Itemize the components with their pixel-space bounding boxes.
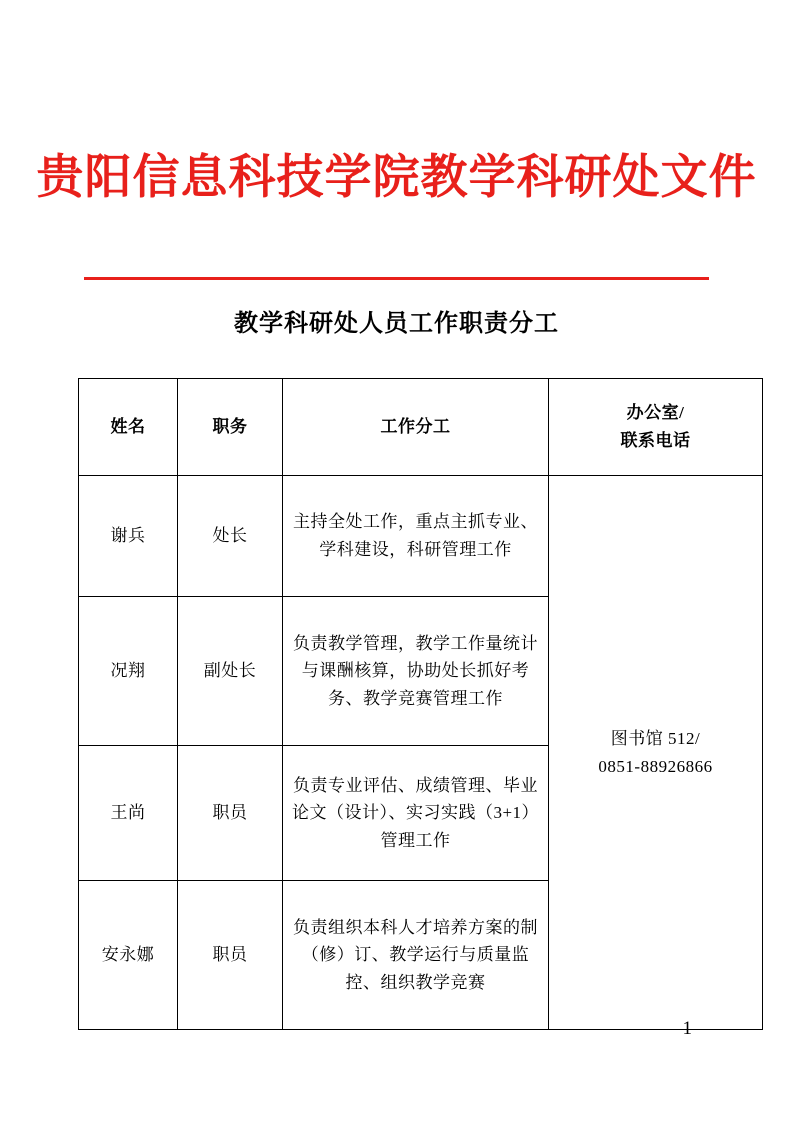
masthead xyxy=(0,150,793,206)
masthead-title: 贵阳信息科技学院教学科研处文件 xyxy=(36,152,757,204)
column-header-office-line2: 联系电话 xyxy=(620,431,691,450)
cell-title: 处长 xyxy=(178,476,283,597)
office-location: 图书馆 512/ xyxy=(610,728,701,748)
page-number: —1— xyxy=(663,1018,711,1039)
cell-duty: 负责组织本科人才培养方案的制（修）订、教学运行与质量监控、组织教学竞赛 xyxy=(283,881,549,1030)
office-phone: 0851-88926866 xyxy=(598,756,713,776)
column-header-office xyxy=(549,379,763,476)
page-title: 教学科研处人员工作职责分工 xyxy=(234,311,559,337)
column-header-name: 姓名 xyxy=(79,379,178,476)
duty-table xyxy=(78,378,763,1030)
cell-duty: 主持全处工作，重点主抓专业、学科建设，科研管理工作 xyxy=(283,476,549,597)
cell-title: 副处长 xyxy=(178,597,283,746)
masthead-divider xyxy=(84,277,709,280)
cell-office xyxy=(549,476,763,1030)
cell-title: 职员 xyxy=(178,746,283,881)
column-header-duty: 工作分工 xyxy=(283,379,549,476)
cell-name: 王尚 xyxy=(79,746,178,881)
cell-duty: 负责专业评估、成绩管理、毕业论文（设计）、实习实践（3+1）管理工作 xyxy=(283,746,549,881)
cell-title: 职员 xyxy=(178,881,283,1030)
column-header-office-line1: 办公室/ xyxy=(626,403,685,423)
cell-duty: 负责教学管理，教学工作量统计与课酬核算，协助处长抓好考务、教学竞赛管理工作 xyxy=(283,597,549,746)
table-row xyxy=(79,476,763,597)
duty-table-container xyxy=(78,378,713,1030)
cell-name: 谢兵 xyxy=(79,476,178,597)
column-header-title: 职务 xyxy=(178,379,283,476)
cell-name: 况翔 xyxy=(79,597,178,746)
table-header-row xyxy=(79,379,763,476)
cell-name: 安永娜 xyxy=(79,881,178,1030)
